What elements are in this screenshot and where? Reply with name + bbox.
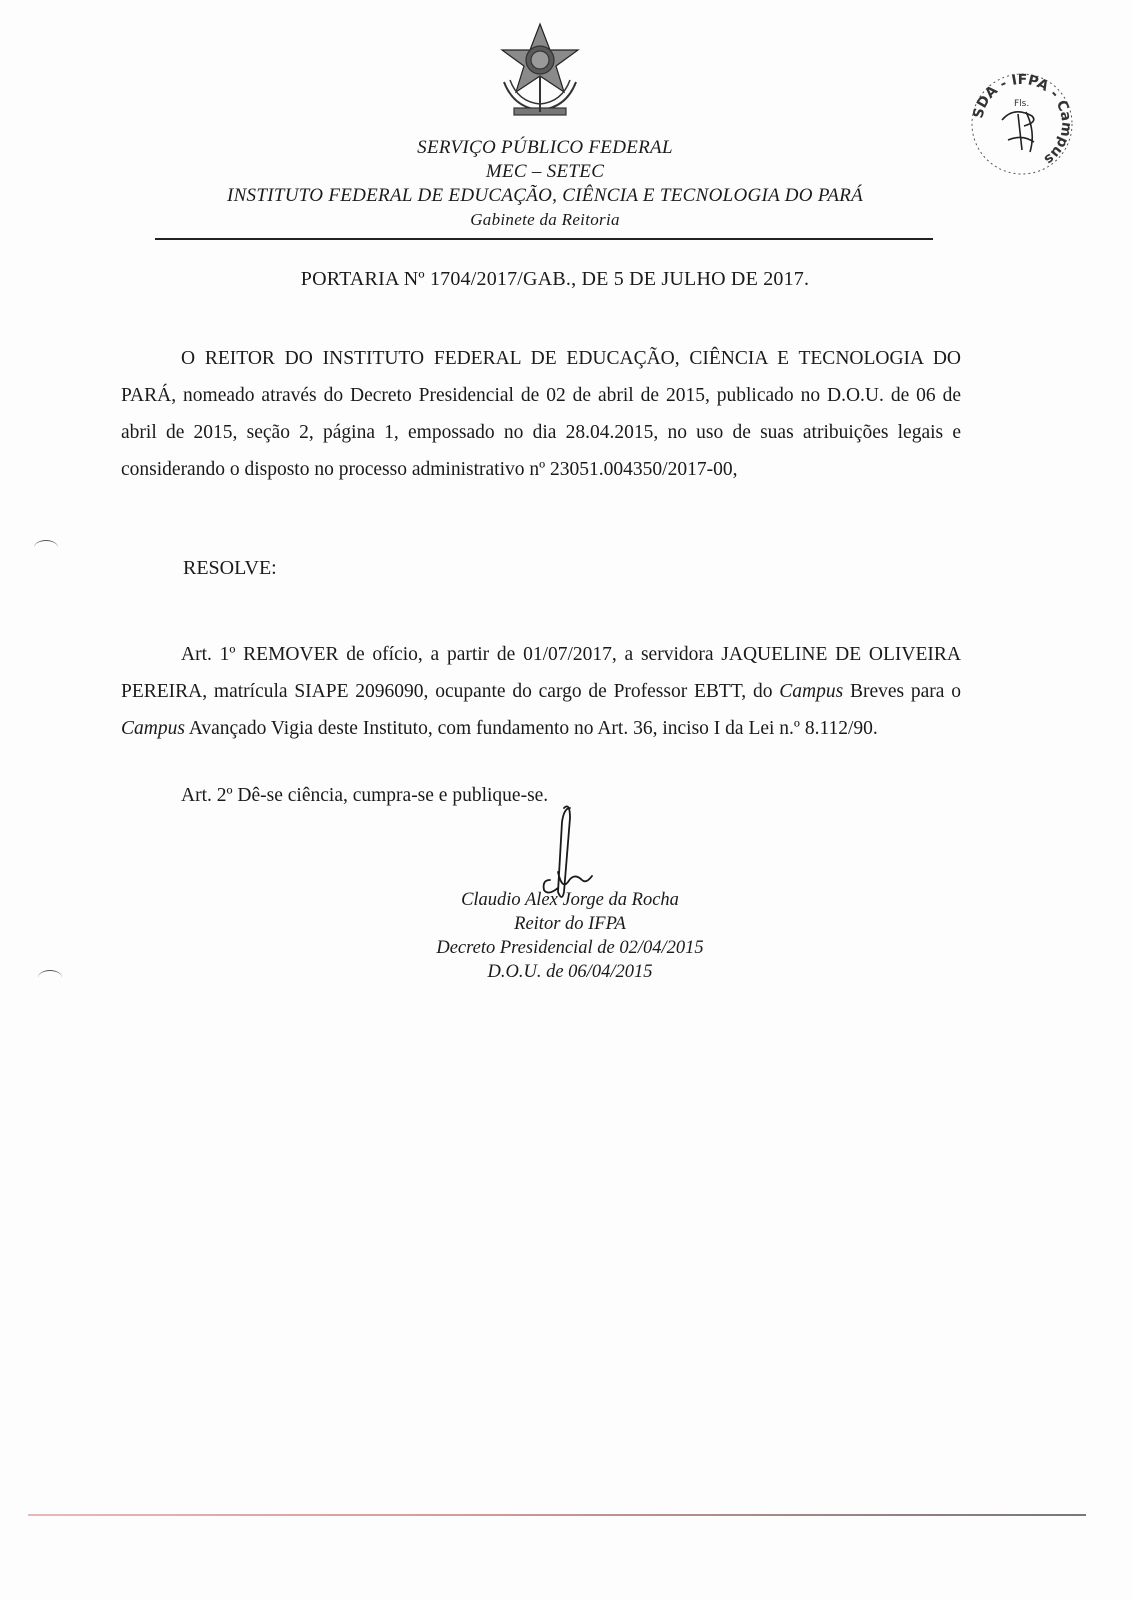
article-1-text-a: Art. 1º REMOVER de ofício, a partir de 01/07/2017, a servidora JAQUELINE DE OLIVEIRA PEREIRA, matrícula SIAPE 2096090, ocupante do cargo de Professor EBTT, do [121,644,961,702]
institution-header [0,136,1090,232]
header-line-service: SERVIÇO PÚBLICO FEDERAL [417,137,673,158]
preamble-paragraph: O REITOR DO INSTITUTO FEDERAL DE EDUCAÇÃO, CIÊNCIA E TECNOLOGIA DO PARÁ, nomeado através do Decreto Presidencial de 02 de abril de 2015, publicado no D.O.U. de 06 de abril de 2015, seção 2, página 1, empossado no dia 28.04.2015, no uso de suas atribuições legais e considerando o disposto no processo administrativo nº 23051.004350/2017-00, [121,348,961,480]
header-line-institute: INSTITUTO FEDERAL DE EDUCAÇÃO, CIÊNCIA E TECNOLOGIA DO PARÁ [226,185,864,206]
stamp-outer-text: SDA - IFPA - Campus [970,71,1075,168]
signer-block [340,888,800,984]
article-1-campus-2: Campus [121,718,185,739]
resolve-heading: RESOLVE: [183,557,277,579]
bottom-scan-edge [28,1514,1086,1516]
brazil-coat-of-arms-emblem [494,20,586,120]
signer-role: Reitor do IFPA [514,914,626,934]
article-2-paragraph: Art. 2º Dê-se ciência, cumpra-se e publique-se. [181,785,549,806]
signer-decree: Decreto Presidencial de 02/04/2015 [436,938,704,958]
signer-dou: D.O.U. de 06/04/2015 [487,962,653,982]
punch-mark-bottom [38,970,62,985]
signer-name: Claudio Alex Jorge da Rocha [461,890,679,910]
article-1-text-c: Avançado Vigia deste Instituto, com fundamento no Art. 36, inciso I da Lei n.º 8.112/90. [184,718,878,739]
header-line-ministry: MEC – SETEC [485,161,605,182]
punch-mark-top [34,540,58,555]
article-1-text-b: Breves para o [843,681,961,702]
header-line-office: Gabinete da Reitoria [470,210,620,229]
header-divider [155,238,933,240]
stamp-inner-text: Fls. [1014,99,1030,109]
document-title: PORTARIA Nº 1704/2017/GAB., DE 5 DE JULHO DE 2017. [300,268,810,290]
article-1-paragraph [121,636,961,747]
article-1-campus-1: Campus [779,681,844,702]
